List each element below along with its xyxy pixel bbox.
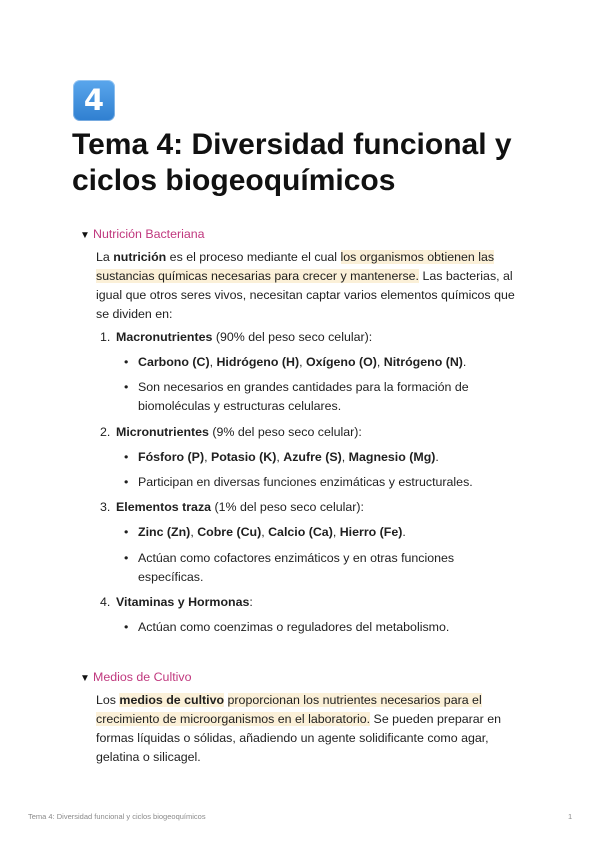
triangle-down-icon[interactable]: ▼ bbox=[80, 673, 90, 684]
item-name: Vitaminas y Hormonas bbox=[116, 595, 250, 609]
bullet-icon: • bbox=[124, 525, 129, 539]
bullet-icon: • bbox=[124, 380, 129, 394]
element-name: Potasio (K) bbox=[210, 450, 277, 464]
bullet-text bbox=[138, 523, 528, 542]
item-name: Macronutrientes bbox=[116, 330, 213, 344]
text-run: Se pueden preparar en formas líquidas o sólidas, añadiendo un agente solidificante como agar, gelatina o silicagel. bbox=[96, 712, 501, 764]
separator: , bbox=[204, 450, 211, 464]
list-number: 2. bbox=[100, 425, 111, 439]
end-mark: . bbox=[435, 450, 439, 464]
bold-term: medios de cultivo bbox=[119, 693, 225, 707]
intro-paragraph bbox=[96, 248, 531, 324]
text-line: Actúan como cofactores enzimáticos y en otras funciones bbox=[138, 551, 455, 565]
bullet-text: Participan en diversas funciones enzimáticas y estructurales. bbox=[138, 475, 473, 489]
separator: , bbox=[276, 450, 284, 464]
end-mark: . bbox=[402, 525, 406, 539]
bullet-icon: • bbox=[124, 620, 129, 634]
text-run: Los bbox=[96, 693, 120, 707]
bullet-text: Actúan como coenzimas o reguladores del metabolismo. bbox=[138, 620, 450, 634]
item-detail: (1% del peso seco celular): bbox=[211, 500, 364, 514]
toggle-nutricion[interactable] bbox=[80, 225, 205, 243]
item-detail: : bbox=[249, 595, 253, 609]
toggle-medios[interactable] bbox=[80, 668, 191, 686]
separator: , bbox=[341, 450, 349, 464]
item-name: Micronutrientes bbox=[116, 425, 209, 439]
keycap-four-icon: 4 bbox=[73, 80, 115, 121]
list-item-text bbox=[116, 593, 536, 612]
bullet-text bbox=[138, 448, 528, 467]
list-item-text bbox=[116, 423, 536, 442]
bullet-text bbox=[138, 378, 528, 416]
bullet-text bbox=[138, 549, 528, 587]
list-number: 4. bbox=[100, 595, 111, 609]
element-name: Carbono (C) bbox=[138, 355, 210, 369]
bullet-icon: • bbox=[124, 450, 129, 464]
list-item-text bbox=[116, 328, 536, 347]
text-line: biomoléculas y estructuras celulares. bbox=[138, 399, 342, 413]
element-name: Zinc (Zn) bbox=[138, 525, 191, 539]
element-name: Calcio (Ca) bbox=[268, 525, 333, 539]
text-run: es el proceso mediante el cual bbox=[166, 250, 341, 264]
list-item-text bbox=[116, 498, 536, 517]
list-number: 3. bbox=[100, 500, 111, 514]
element-name: Hidrógeno (H) bbox=[216, 355, 300, 369]
text-line: Son necesarios en grandes cantidades para la formación de bbox=[138, 380, 469, 394]
page-title: Tema 4: Diversidad funcional y ciclos biogeoquímicos bbox=[72, 128, 512, 197]
triangle-down-icon[interactable]: ▼ bbox=[80, 230, 90, 241]
separator: , bbox=[332, 525, 340, 539]
element-name: Magnesio (Mg) bbox=[348, 450, 436, 464]
text-run: La bbox=[96, 250, 114, 264]
element-name: Fósforo (P) bbox=[138, 450, 205, 464]
bullet-icon: • bbox=[124, 475, 129, 489]
toggle-heading-medios: Medios de Cultivo bbox=[93, 670, 192, 684]
list-number: 1. bbox=[100, 330, 111, 344]
element-name: Hierro (Fe) bbox=[339, 525, 403, 539]
text-line: específicas. bbox=[138, 570, 204, 584]
element-name: Azufre (S) bbox=[283, 450, 342, 464]
item-name: Elementos traza bbox=[116, 500, 212, 514]
element-name: Cobre (Cu) bbox=[197, 525, 262, 539]
element-name: Nitrógeno (N) bbox=[383, 355, 463, 369]
separator: , bbox=[299, 355, 306, 369]
highlighted-text: proporcionan los nutrientes necesarios para el crecimiento de microorganismos en el laboratorio. bbox=[96, 693, 482, 726]
text-run: Las bacterias, al igual que otros seres vivos, necesitan captar varios elementos químicos que se dividen en: bbox=[96, 269, 515, 321]
item-detail: (90% del peso seco celular): bbox=[212, 330, 373, 344]
element-name: Oxígeno (O) bbox=[305, 355, 377, 369]
end-mark: . bbox=[462, 355, 467, 369]
item-detail: (9% del peso seco celular): bbox=[208, 425, 362, 439]
footer-title: Tema 4: Diversidad funcional y ciclos biogeoquímicos bbox=[28, 812, 206, 821]
bullet-icon: • bbox=[124, 551, 129, 565]
highlighted-text: los organismos obtienen las sustancias químicas necesarias para crecer y mantenerse. bbox=[96, 250, 495, 283]
footer-page-number: 1 bbox=[568, 812, 573, 821]
text-run bbox=[224, 693, 227, 707]
medios-paragraph bbox=[96, 691, 526, 767]
toggle-heading-nutricion: Nutrición Bacteriana bbox=[93, 227, 205, 241]
bold-term: nutrición bbox=[113, 250, 167, 264]
separator: , bbox=[376, 355, 384, 369]
bullet-icon: • bbox=[124, 355, 129, 369]
separator: , bbox=[209, 355, 217, 369]
bullet-text bbox=[138, 353, 528, 372]
separator: , bbox=[261, 525, 269, 539]
separator: , bbox=[190, 525, 198, 539]
